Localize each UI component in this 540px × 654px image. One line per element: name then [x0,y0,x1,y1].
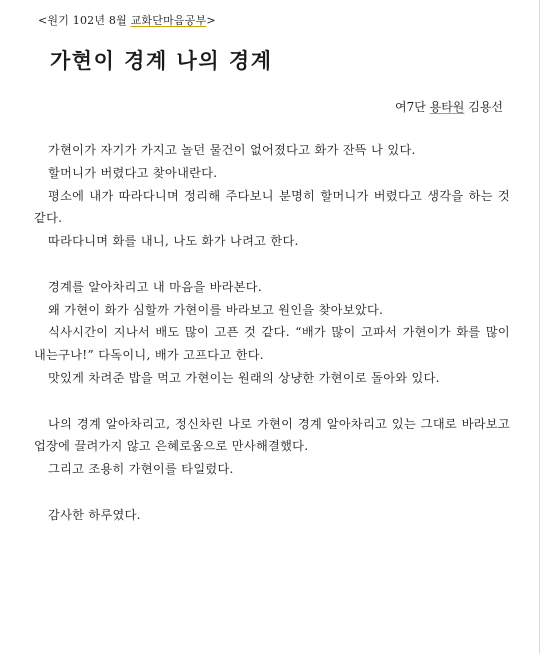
paragraph-gap [34,390,510,413]
body-paragraph: 왜 가현이 화가 심할까 가현이를 바라보고 원인을 찾아보았다. [48,302,384,317]
header-suffix: > [206,14,216,27]
page-title: 가현이 경계 나의 경계 [50,49,273,73]
author-line [395,98,503,115]
body-paragraph: 가현이가 자기가 가지고 놀던 물건이 없어졌다고 화가 잔뜩 나 있다. [48,143,416,157]
body-paragraph: 나의 경계 알아차리고, 정신차린 나로 가현이 경계 알아차리고 있는 그대로 바라보고 업장에 끌려가지 않고 은혜로움으로 만사해결했다. [34,416,510,454]
author-dharma-name: 용타원 [429,100,465,114]
body-paragraph: 식사시간이 지나서 배도 많이 고픈 것 같다. “배가 많이 고파서 가현이가 화를 많이 내는구나!” 다독이니, 배가 고프다고 한다. [34,325,510,363]
author-name: 김용선 [464,100,503,114]
header-underlined-text: 교화단마음공부 [130,14,207,27]
body-paragraph: 맛있게 차려준 밥을 먹고 가현이는 원래의 상냥한 가현이로 돌아와 있다. [48,370,440,385]
body-paragraph: 따라다니며 화를 내니, 나도 화가 나려고 한다. [48,234,299,249]
author-prefix: 여7단 [394,100,430,114]
paragraph-gap [34,481,510,504]
header-prefix: <원기 102년 8월 [38,14,131,27]
body-paragraph: 할머니가 버렸다고 찾아내란다. [48,165,218,180]
body-paragraph: 그리고 조용히 가현이를 타일렀다. [48,462,234,477]
body-paragraph: 경계를 알아차리고 내 마음을 바라본다. [48,279,263,294]
body-paragraph: 감사한 하루였다. [48,507,141,522]
paragraph-gap [34,253,510,276]
body-paragraph: 평소에 내가 따라다니며 정리해 주다보니 분명히 할머니가 버렸다고 생각을 하는 것 같다. [34,188,510,226]
document-body [34,139,510,527]
header-note [38,12,216,28]
